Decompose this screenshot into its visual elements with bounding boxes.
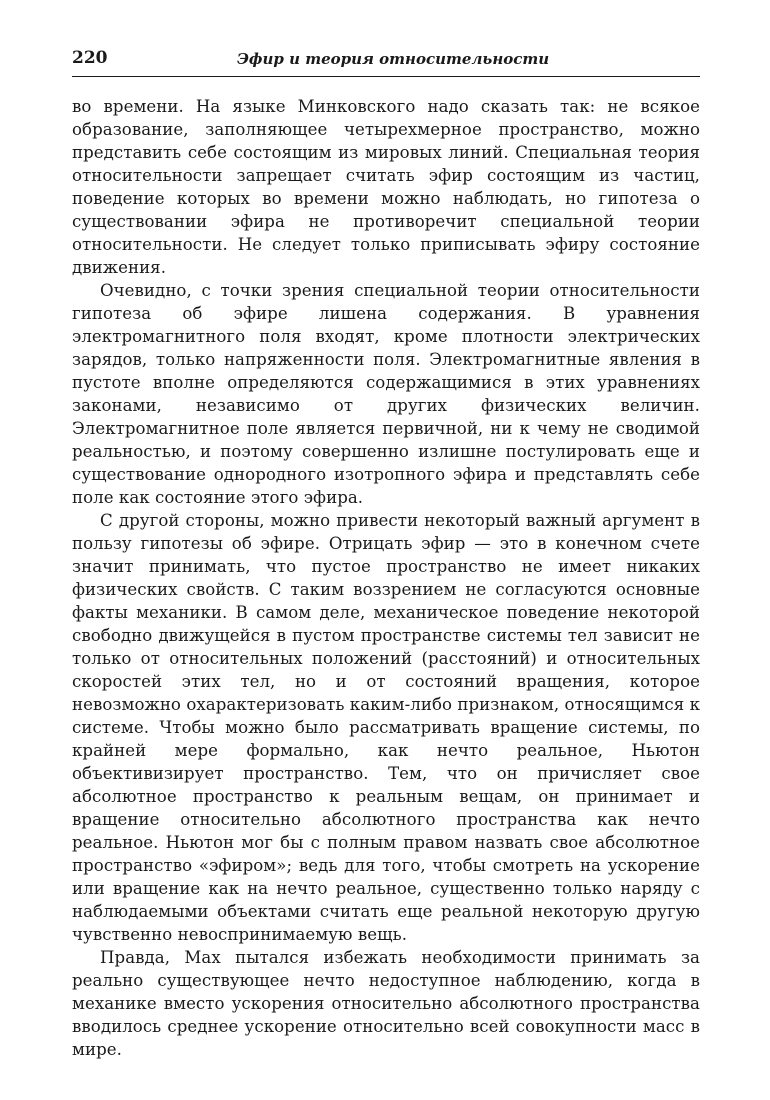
paragraph: С другой стороны, можно привести некоторый важный аргумент в пользу гипотезы об эфире. Отрицать эфир — это в конечном счете значит принимать, что пустое пространство не имеет никаких физических свойств. С таким воззрением не согласуются основные факты механики. В самом деле, механическое поведение некоторой свободно движущейся в пустом пространстве системы тел зависит не только от относительных положений (расстояний) и относительных скоростей этих тел, но и от состояний вращения, которое невозможно охарактеризовать каким-либо признаком, относящимся к системе. Чтобы можно было рассматривать вращение системы, по крайней мере формально, как нечто реальное, Ньютон объективизирует пространство. Тем, что он причисляет свое абсолютное пространство к реальным вещам, он принимает и вращение относительно абсолютного пространства как нечто реальное. Ньютон мог бы с полным правом назвать свое абсолютное пространство «эфиром»; ведь для того, чтобы смотреть на ускорение или вращение как на нечто реальное, существенно только наряду с наблюдаемыми объектами считать еще реальной некоторую другую чувственно невоспринимаемую вещь. (72, 511, 700, 944)
paragraph: Очевидно, с точки зрения специальной теории относительности гипотеза об эфире лишена содержания. В уравнения электромагнитного поля входят, кроме плотности электрических зарядов, только напряженности поля. Электромагнитные явления в пустоте вполне определяются содержащимися в этих уравнениях законами, независимо от других физических величин. Электромагнитное поле является первичной, ни к чему не сводимой реальностью, и поэтому совершенно излишне постулировать еще и существование однородного изотропного эфира и представлять себе поле как состояние этого эфира. (72, 281, 700, 507)
page-number: 220 (72, 48, 108, 68)
body-text (72, 95, 700, 1061)
paragraph-continued: во времени. На языке Минковского надо сказать так: не всякое образование, заполняющее четырехмерное пространство, можно представить себе состоящим из мировых линий. Специальная теория относительности запрещает считать эфир состоящим из частиц, поведение которых во времени можно наблюдать, но гипотеза о существовании эфира не противоречит специальной теории относительности. Не следует только приписывать эфиру состояние движения. (72, 97, 700, 277)
book-page (72, 46, 700, 1061)
running-title: Эфир и теория относительности (237, 50, 550, 68)
page-header (72, 46, 700, 77)
paragraph: Правда, Мах пытался избежать необходимости принимать за реально существующее нечто недоступное наблюдению, когда в механике вместо ускорения относительно абсолютного пространства вводилось среднее ускорение относительно всей совокупности масс в мире. (72, 948, 700, 1059)
